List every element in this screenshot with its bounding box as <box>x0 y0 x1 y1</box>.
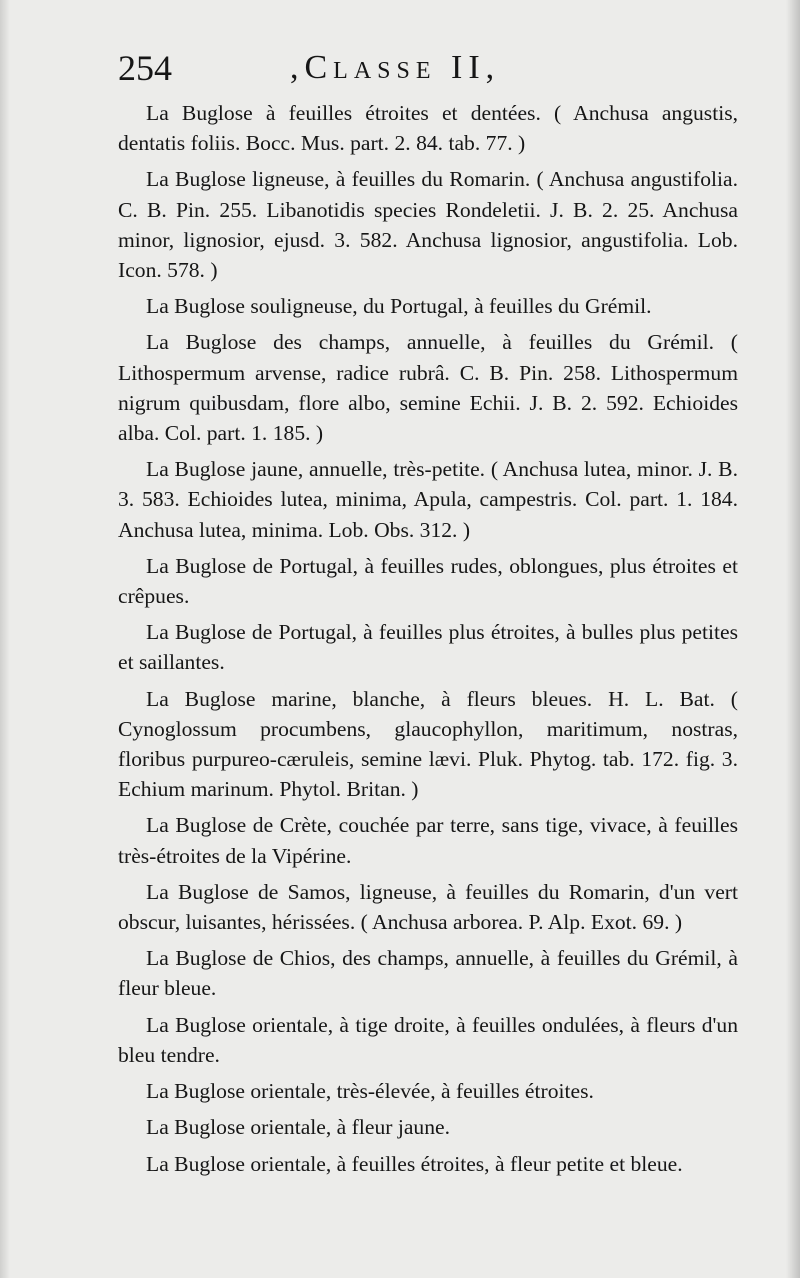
entry-10: La Buglose de Samos, ligneuse, à feuilles du Romarin, d'un vert obscur, luisantes, hérissées. ( Anchusa arborea. P. Alp. Exot. 69. ) <box>118 879 738 935</box>
page-edge-shadow-right <box>786 0 800 1278</box>
entry-6: La Buglose de Portugal, à feuilles rudes, oblongues, plus étroites et crêpues. <box>118 553 738 609</box>
entry-11: La Buglose de Chios, des champs, annuelle, à feuilles du Grémil, à fleur bleue. <box>118 946 738 1001</box>
running-head: ,Classe II, <box>290 49 501 86</box>
page-edge-shadow-left <box>0 0 10 1278</box>
entry-7: La Buglose de Portugal, à feuilles plus étroites, à bulles plus petites et saillantes. <box>118 620 738 675</box>
entry-1: La Buglose à feuilles étroites et dentées. ( Anchusa angustis, dentatis foliis. Bocc. Mus. part. 2. 84. tab. 77. ) <box>118 101 738 156</box>
entry-3: La Buglose souligneuse, du Portugal, à feuilles du Grémil. <box>146 294 652 319</box>
entry-12: La Buglose orientale, à tige droite, à feuilles ondulées, à fleurs d'un bleu tendre. <box>118 1012 738 1067</box>
entry-13: La Buglose orientale, très-élevée, à feuilles étroites. <box>146 1079 594 1104</box>
entry-5: La Buglose jaune, annuelle, très-petite. ( Anchusa lutea, minor. J. B. 3. 583. Echioides lutea, minima, Apula, campestris. Col. part. 1. 184. Anchusa lutea, minima. Lob. Obs. 312. ) <box>118 457 738 542</box>
entry-15: La Buglose orientale, à feuilles étroites, à fleur petite et bleue. <box>146 1151 683 1176</box>
entry-2: La Buglose ligneuse, à feuilles du Romarin. ( Anchusa angustifolia. C. B. Pin. 255. Libanotidis species Rondeletii. J. B. 2. 25. Anchusa minor, lignosior, ejusd. 3. 582. Anchusa lignosior, angustifolia. Lob. Icon. 578. ) <box>118 167 738 283</box>
entry-9: La Buglose de Crète, couchée par terre, sans tige, vivace, à feuilles très-étroites de la Vipérine. <box>118 813 738 868</box>
page-header <box>118 42 758 94</box>
entry-14: La Buglose orientale, à fleur jaune. <box>146 1115 450 1140</box>
page-number: 254 <box>118 48 172 88</box>
entry-8: La Buglose marine, blanche, à fleurs bleues. H. L. Bat. ( Cynoglossum procumbens, glaucophyllon, maritimum, nostras, floribus purpureo-cæruleis, semine lævi. Pluk. Phytog. tab. 172. fig. 3. Echium marinum. Phytol. Britan. ) <box>118 686 738 802</box>
body-text <box>118 98 738 1185</box>
entry-4: La Buglose des champs, annuelle, à feuilles du Grémil. ( Lithospermum arvense, radice rubrâ. C. B. Pin. 258. Lithospermum nigrum quibusdam, flore albo, semine Echii. J. B. 2. 592. Echioides alba. Col. part. 1. 185. ) <box>118 330 738 446</box>
